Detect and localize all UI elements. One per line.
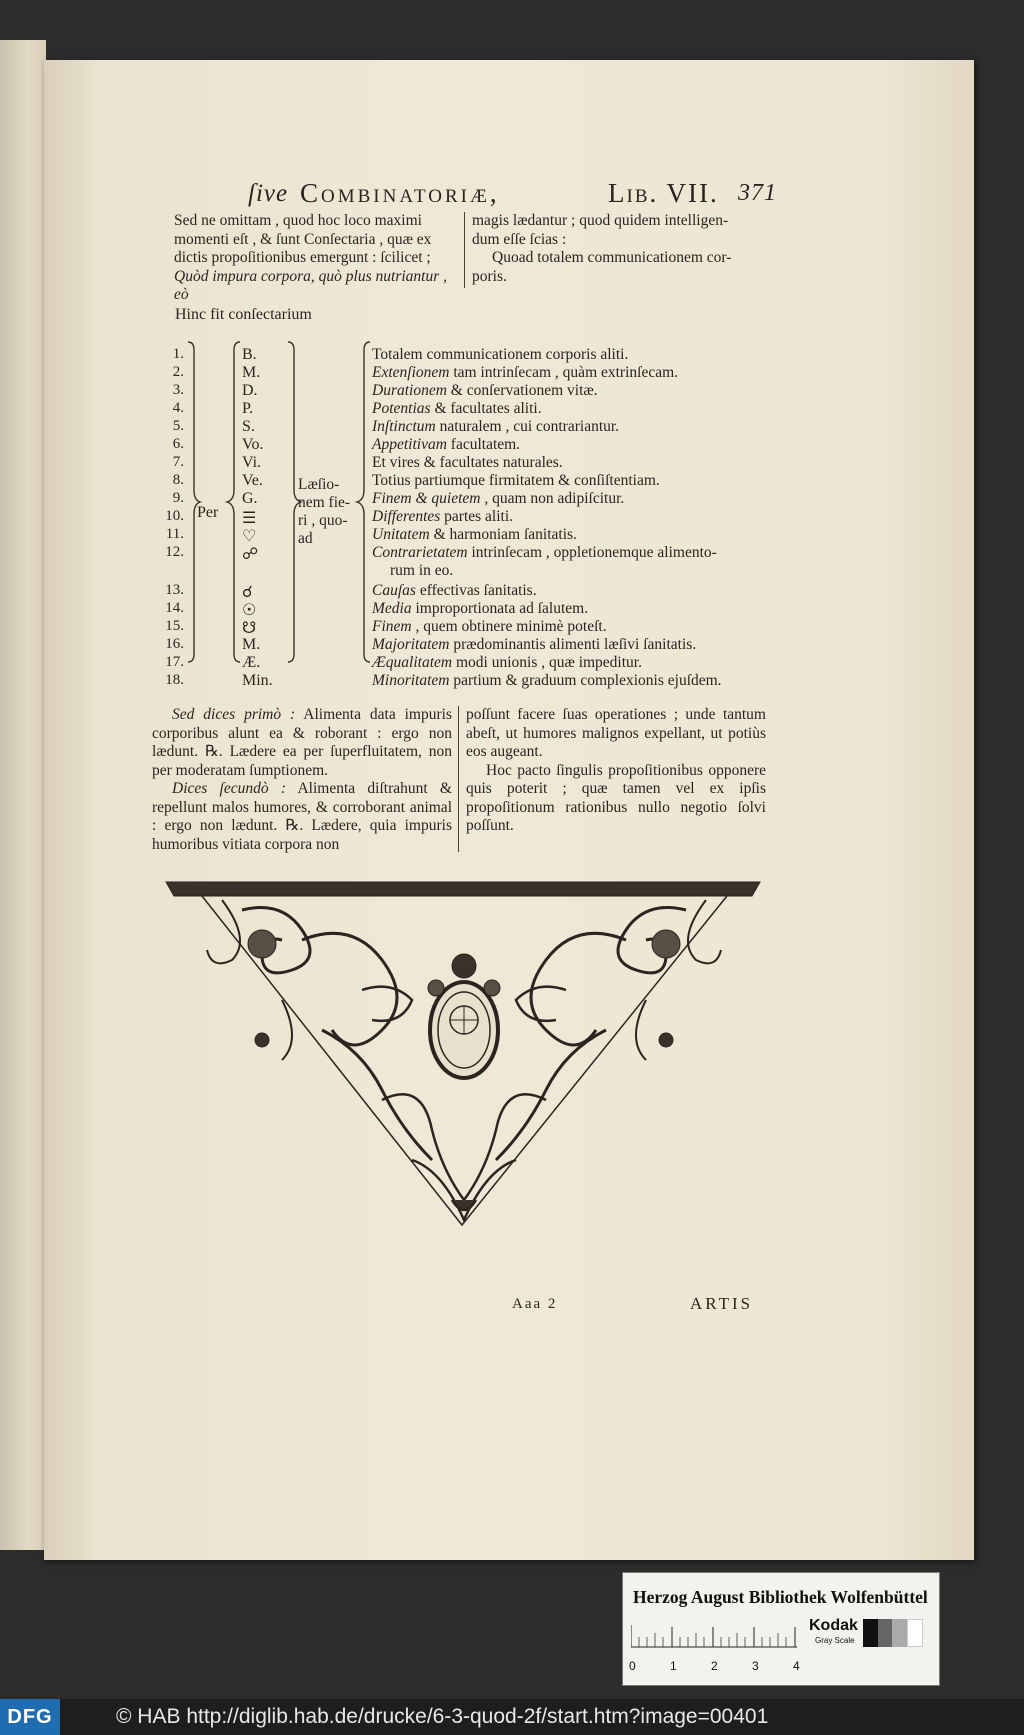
table-row xyxy=(372,346,628,364)
row-text: effectivas ſanitatis. xyxy=(415,582,537,599)
gray-patches xyxy=(863,1619,923,1647)
row-number: 11. xyxy=(165,526,184,542)
row-lead: Inſtinctum xyxy=(372,418,436,435)
paragraph xyxy=(466,762,766,836)
row-text: , quam non adipiſcitur. xyxy=(480,490,625,507)
row-number: 2. xyxy=(172,364,184,380)
row-text: tam intrinſecam , quàm extrinſecam. xyxy=(449,364,679,381)
row-letter: S. xyxy=(242,418,255,435)
brace-letters-close xyxy=(288,342,301,662)
dfg-logo[interactable]: DFG xyxy=(0,1699,60,1735)
kodak-logo: Kodak xyxy=(809,1617,858,1634)
row-number: 10. xyxy=(165,508,184,524)
table-row xyxy=(372,618,607,636)
row-lead: Majoritatem xyxy=(372,636,450,653)
paragraph-text: poſſunt facere ſuas operationes ; unde tantum abeſt, ut humores malignos expellant, ut potiùs eos augeant. xyxy=(466,706,766,760)
brace-letters-open xyxy=(227,342,240,662)
intro-line: momenti eſt , & ſunt Conſectaria , quæ ex xyxy=(174,230,432,248)
row-number: 12. xyxy=(165,544,184,560)
intro-line: Sed ne omittam , quod hoc loco maximi xyxy=(174,212,422,229)
table-row xyxy=(372,582,537,600)
table-row xyxy=(372,672,722,690)
row-text: & conſervationem vitæ. xyxy=(446,382,598,399)
row-text: intrinſecam , oppletionemque alimento- xyxy=(467,544,717,561)
table-row xyxy=(372,508,513,526)
row-lead: Extenſionem xyxy=(372,364,450,381)
row-number: 17. xyxy=(165,654,184,670)
column-rule xyxy=(464,212,465,288)
row-letter: ☉ xyxy=(242,602,257,619)
brace-rows xyxy=(357,342,370,662)
row-letter: G. xyxy=(242,490,258,507)
row-letter: B. xyxy=(242,346,257,363)
objections-column-left xyxy=(152,706,452,854)
library-colour-card xyxy=(622,1572,940,1686)
table-row xyxy=(372,636,696,654)
row-number: 1. xyxy=(172,346,184,362)
table-row xyxy=(372,418,619,436)
row-number: 9. xyxy=(172,490,184,506)
row-lead: Potentias xyxy=(372,400,431,417)
paragraph-text: Alimenta diſtrahunt & repellunt malos humores, & corroborant animal : ergo non lædunt. ℞. Lædere, quia impuris humoribus vitiata corpora non xyxy=(152,780,452,853)
intro-line: poris. xyxy=(472,267,507,285)
table-row xyxy=(372,544,717,562)
copyright-link[interactable]: © HAB http://diglib.hab.de/drucke/6-3-quod-2f/start.htm?image=00401 xyxy=(116,1705,769,1728)
row-text: , quem obtinere minimè poteſt. xyxy=(411,618,607,635)
table-row xyxy=(372,364,678,382)
intro-line: Quoad totalem communicationem cor- xyxy=(492,249,732,266)
row-letter: D. xyxy=(242,382,258,399)
row-text: partiumque firmitatem & conſiſtentiam. xyxy=(410,472,660,489)
row-lead: Cauſas xyxy=(372,582,416,599)
paragraph-lead: Sed dices primò : xyxy=(172,706,296,723)
paragraph-lead: Dices ſecundò : xyxy=(172,780,287,797)
row-text: modi unionis , quæ impeditur. xyxy=(452,654,642,671)
section-heading: Hinc fit conſectarium xyxy=(175,306,312,323)
table-braces xyxy=(180,340,380,690)
page-number: 371 xyxy=(738,180,777,206)
row-number: 13. xyxy=(165,582,184,598)
row-lead: Finem xyxy=(372,618,412,635)
row-letter: ☋ xyxy=(242,620,257,637)
row-letter: Ve. xyxy=(242,472,263,489)
table-row xyxy=(372,472,660,490)
paragraph xyxy=(466,706,766,762)
row-letter: ♡ xyxy=(242,528,257,545)
row-text: facultatem. xyxy=(446,436,521,453)
brace-numbers xyxy=(188,342,200,662)
row-text: communicationem corporis aliti. xyxy=(422,346,629,363)
row-number: 8. xyxy=(172,472,184,488)
row-letter: ☌ xyxy=(242,584,253,601)
intro-column-left xyxy=(174,212,460,305)
table-row xyxy=(372,454,563,472)
row-number: 7. xyxy=(172,454,184,470)
table-row xyxy=(372,600,588,618)
row-letter: Vi. xyxy=(242,454,262,471)
row-lead: Minoritatem xyxy=(372,672,450,689)
row-lead: Æqualitatem xyxy=(372,654,453,671)
intro-column-right xyxy=(472,212,778,286)
row-number: 15. xyxy=(165,618,184,634)
row-letter: ☰ xyxy=(242,510,257,527)
table-row xyxy=(372,526,577,544)
table-row xyxy=(390,562,453,580)
library-name: Herzog August Bibliothek Wolfenbüttel xyxy=(633,1587,928,1607)
row-text: partium & graduum complexionis ejuſdem. xyxy=(449,672,722,689)
signature-mark: Aaa 2 xyxy=(512,1296,558,1312)
paragraph xyxy=(152,780,452,854)
row-number: 18. xyxy=(165,672,184,688)
catchword: ARTIS xyxy=(690,1294,754,1313)
row-letter: M. xyxy=(242,364,261,381)
intro-line: Quòd impura corpora, quò plus nutriantur , eò xyxy=(174,267,447,303)
row-text: & harmoniam ſanitatis. xyxy=(429,526,577,543)
laesio-line: nem fie- xyxy=(298,494,351,511)
paragraph-text: Hoc pacto ſingulis propoſitionibus opponere quis poterit ; quæ tamen vel ex ipſis propoſitionum rationibus nullo negotio ſolvi poſſunt. xyxy=(466,761,766,834)
table-row xyxy=(372,382,598,400)
running-head-title: Combinatoriæ, xyxy=(300,178,500,208)
row-letter: Min. xyxy=(242,672,273,689)
row-letter: M. xyxy=(242,636,261,653)
column-rule-lower xyxy=(458,706,459,852)
tailpiece-ornament xyxy=(162,880,766,1230)
row-lead: Finem & quietem xyxy=(372,490,481,507)
row-number: 6. xyxy=(172,436,184,452)
row-number: 16. xyxy=(165,636,184,652)
table-row xyxy=(372,436,520,454)
row-letter: ☍ xyxy=(242,546,259,563)
row-lead: Durationem xyxy=(372,382,447,399)
row-text: prædominantis alimenti læſivi ſanitatis. xyxy=(449,636,697,653)
ruler-tick-label: 3 xyxy=(752,1659,759,1673)
row-lead: Appetitivam xyxy=(372,436,447,453)
row-number: 14. xyxy=(165,600,184,616)
intro-line: magis lædantur ; quod quidem intelligen- xyxy=(472,212,729,229)
intro-line: dictis propoſitionibus emergunt : ſcilicet ; xyxy=(174,249,431,266)
paragraph-text: Alimenta data impuris corporibus alunt ea & roborant : ergo non lædunt. ℞. Lædere ea per ſuperfluitatem, non per moderatam ſumptionem. xyxy=(152,706,452,779)
paragraph xyxy=(152,706,452,780)
ruler-tick-label: 1 xyxy=(670,1659,677,1673)
table-row xyxy=(372,654,642,672)
row-text: naturalem , cui contrariantur. xyxy=(435,418,620,435)
objections-column-right xyxy=(466,706,766,836)
row-lead: Differentes xyxy=(372,508,441,525)
ruler-tick-label: 2 xyxy=(711,1659,718,1673)
row-letter: Æ. xyxy=(242,654,261,671)
row-number: 4. xyxy=(172,400,184,416)
row-lead: Totalem xyxy=(372,346,423,363)
running-head-book: Lib. VII. xyxy=(608,178,719,208)
row-number: 3. xyxy=(172,382,184,398)
row-number: 5. xyxy=(172,418,184,434)
row-letter: Vo. xyxy=(242,436,264,453)
running-head-sive: ſive xyxy=(248,180,289,207)
row-text: improportionata ad ſalutem. xyxy=(411,600,589,617)
row-text: partes aliti. xyxy=(440,508,514,525)
gray-scale-label: Gray Scale xyxy=(815,1636,855,1645)
row-text: & facultates aliti. xyxy=(430,400,542,417)
ruler-scale xyxy=(631,1621,801,1655)
laesio-line: Læſio- xyxy=(298,476,340,493)
table-row xyxy=(372,400,542,418)
facing-page-edge xyxy=(0,40,46,1550)
row-lead: Unitatem xyxy=(372,526,430,543)
running-head xyxy=(248,178,778,208)
row-lead: Totius xyxy=(372,472,411,489)
laesio-line: ri , quo- xyxy=(298,512,348,529)
intro-line: dum eſſe ſcias : xyxy=(472,230,567,248)
row-letter: P. xyxy=(242,400,254,417)
row-text: vires & facultates naturales. xyxy=(385,454,563,471)
row-lead: Contrarietatem xyxy=(372,544,468,561)
laesio-line: ad xyxy=(298,530,313,547)
ruler-tick-label: 4 xyxy=(793,1659,800,1673)
row-lead: Et xyxy=(372,454,386,471)
per-label: Per xyxy=(197,504,219,521)
row-text: rum in eo. xyxy=(390,562,454,579)
ruler-tick-label: 0 xyxy=(629,1659,636,1673)
row-lead: Media xyxy=(372,600,412,617)
table-row xyxy=(372,490,624,508)
